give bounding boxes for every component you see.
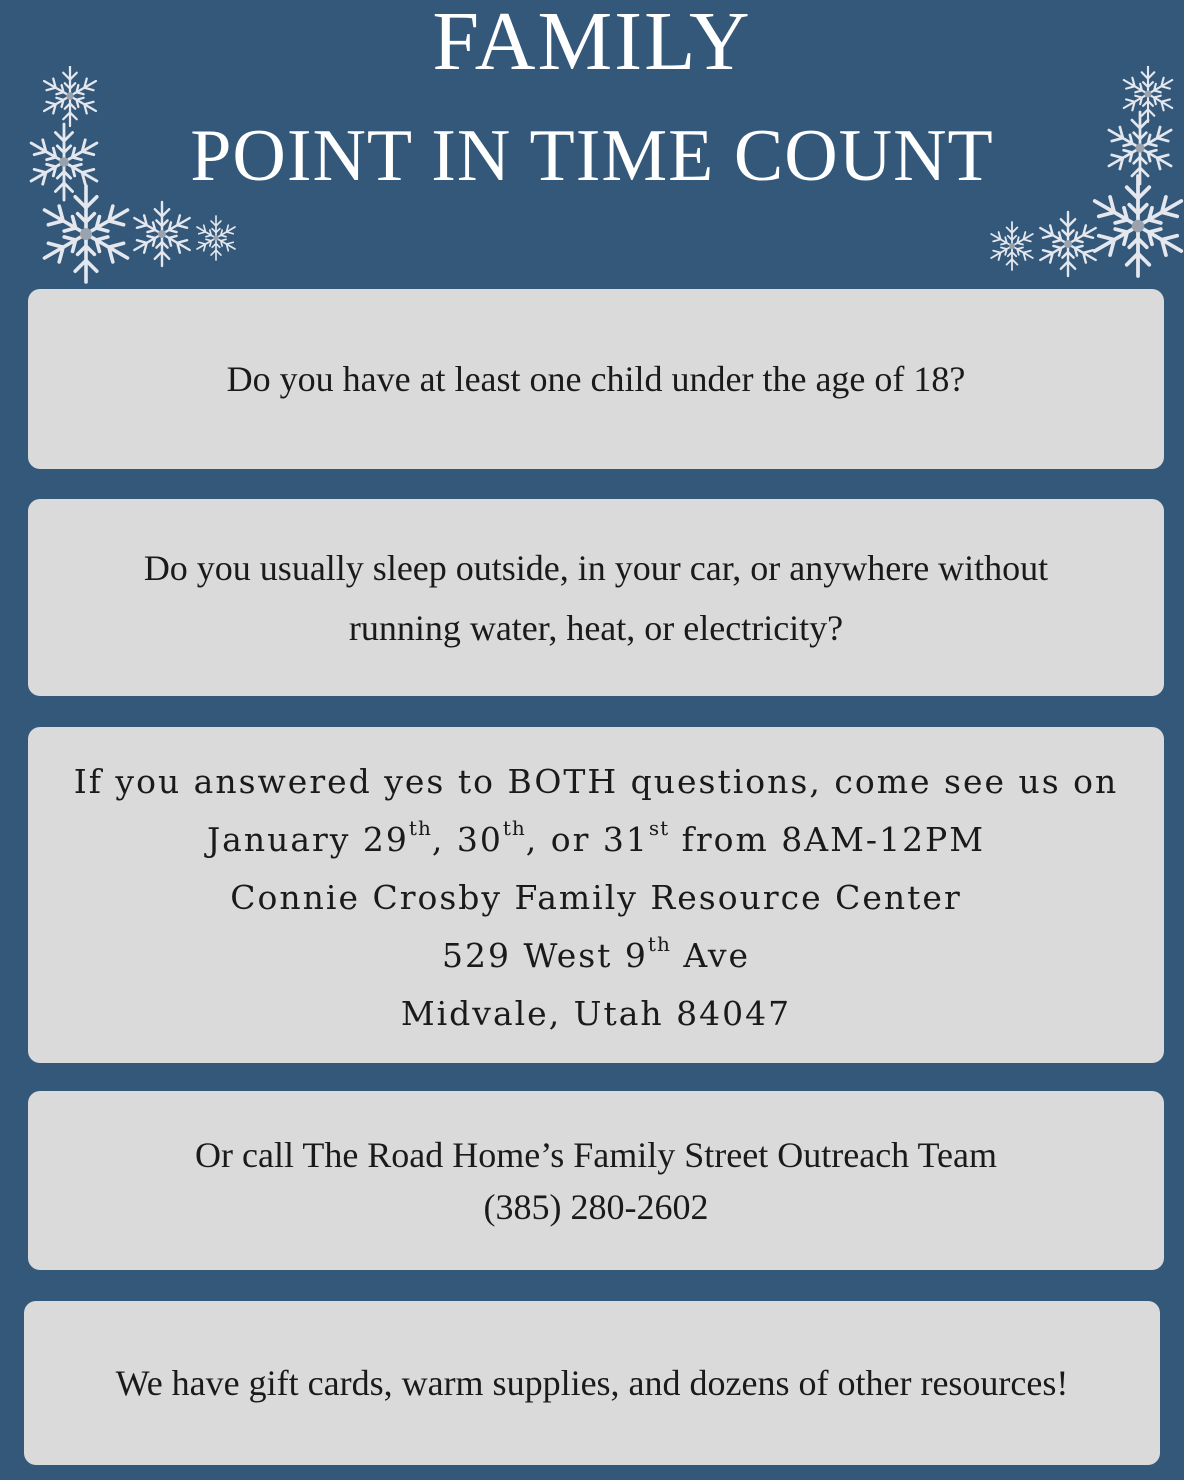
snowflake-icon xyxy=(1095,176,1182,276)
question-sleep-text-line1: Do you usually sleep outside, in your car, or anywhere without xyxy=(143,547,1049,588)
snowflake-icon xyxy=(1109,112,1171,184)
event-date-month: January 29 xyxy=(206,820,409,859)
date-ordinal: th xyxy=(408,816,432,840)
address-street-suffix: Ave xyxy=(670,936,750,975)
contact-card xyxy=(28,1091,1164,1270)
question-child-text: Do you have at least one child under the age of 18? xyxy=(226,359,966,399)
snowflake-icon xyxy=(991,222,1033,270)
date-ordinal: th xyxy=(502,816,526,840)
question-card-sleep xyxy=(28,499,1164,696)
question-sleep-text-line2: running water, heat, or electricity? xyxy=(348,607,844,648)
event-address-city: Midvale, Utah 84047 xyxy=(400,994,792,1033)
event-intro: If you answered yes to BOTH questions, come see us on xyxy=(73,762,1119,801)
question-card-child xyxy=(28,289,1164,469)
page-subtitle: POINT IN TIME COUNT xyxy=(190,115,994,197)
snowflake-cluster-right-icon xyxy=(980,66,1184,292)
event-info-card xyxy=(28,727,1164,1063)
event-date-part: , 30 xyxy=(431,820,503,859)
event-date-part: , or 31 xyxy=(525,820,649,859)
snowflake-icon xyxy=(197,216,235,260)
contact-phone[interactable]: (385) 280-2602 xyxy=(483,1186,709,1227)
snowflake-icon xyxy=(44,186,127,282)
resources-card xyxy=(24,1301,1160,1465)
resources-text: We have gift cards, warm supplies, and dozens of other resources! xyxy=(115,1363,1069,1403)
address-street-number: 529 West 9 xyxy=(442,936,648,975)
snowflake-icon xyxy=(1040,212,1095,276)
snowflake-icon xyxy=(134,202,189,266)
event-location-name: Connie Crosby Family Resource Center xyxy=(230,878,962,917)
event-address-street xyxy=(442,927,750,985)
address-ordinal: th xyxy=(647,932,671,956)
snowflake-icon xyxy=(1124,66,1172,122)
contact-text: Or call The Road Home’s Family Street Outreach Team xyxy=(195,1134,997,1175)
page-title: FAMILY xyxy=(432,0,752,88)
event-time: from 8AM-12PM xyxy=(669,820,986,859)
date-ordinal: st xyxy=(648,816,670,840)
snowflake-icon xyxy=(44,66,96,126)
event-dates xyxy=(207,811,985,869)
snowflake-cluster-left-icon xyxy=(20,66,260,286)
